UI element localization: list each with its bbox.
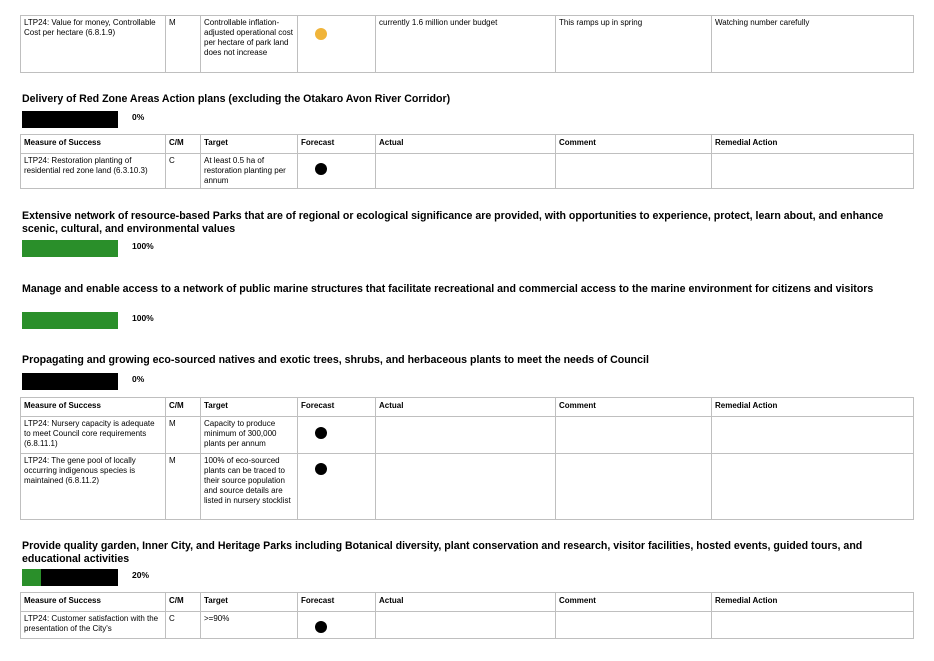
col-header-remedial: Remedial Action (712, 593, 914, 612)
cm-cell: M (166, 417, 201, 454)
measure-cell: LTP24: Restoration planting of residential red zone land (6.3.10.3) (21, 154, 166, 189)
remedial-cell (712, 612, 914, 639)
progress-bar (22, 312, 118, 329)
actual-cell (376, 154, 556, 189)
col-header-target: Target (201, 593, 298, 612)
col-header-cm: C/M (166, 593, 201, 612)
target-cell: 100% of eco-sourced plants can be traced to their source population and source details are listed in nursery stocklist (201, 454, 298, 520)
col-header-target: Target (201, 135, 298, 154)
comment-cell (556, 154, 712, 189)
actual-cell (376, 454, 556, 520)
col-header-actual: Actual (376, 593, 556, 612)
progress-percent: 0% (132, 112, 145, 122)
progress-bar (22, 373, 118, 390)
target-cell: >=90% (201, 612, 298, 639)
progress-bar (22, 111, 118, 128)
target-cell: At least 0.5 ha of restoration planting per annum (201, 154, 298, 189)
actual-cell (376, 417, 556, 454)
progress-percent: 100% (132, 241, 154, 251)
remedial-cell (712, 454, 914, 520)
col-header-measure: Measure of Success (21, 398, 166, 417)
col-header-comment: Comment (556, 135, 712, 154)
table-row (21, 612, 914, 639)
section-title: Extensive network of resource-based Parks that are of regional or ecological significance are provided, with opportunities to experience, protect, learn about, and enhance scenic, cultural, and environmental values (22, 210, 884, 235)
table-row (21, 454, 914, 520)
measures-table (20, 397, 914, 520)
header-row (21, 593, 914, 612)
actual-cell (376, 612, 556, 639)
forecast-cell (298, 454, 376, 520)
measure-cell: LTP24: Customer satisfaction with the presentation of the City's (21, 612, 166, 639)
comment-cell (556, 612, 712, 639)
col-header-forecast: Forecast (298, 398, 376, 417)
col-header-actual: Actual (376, 398, 556, 417)
table-row (21, 16, 914, 73)
measure-cell: LTP24: The gene pool of locally occurring indigenous species is maintained (6.8.11.2) (21, 454, 166, 520)
col-header-remedial: Remedial Action (712, 135, 914, 154)
target-cell: Capacity to produce minimum of 300,000 plants per annum (201, 417, 298, 454)
remedial-cell (712, 417, 914, 454)
col-header-target: Target (201, 398, 298, 417)
section-title: Delivery of Red Zone Areas Action plans (excluding the Otakaro Avon River Corridor) (22, 93, 451, 105)
cm-cell: C (166, 154, 201, 189)
remedial-cell: Watching number carefully (712, 16, 914, 73)
col-header-comment: Comment (556, 593, 712, 612)
col-header-comment: Comment (556, 398, 712, 417)
forecast-status-dot (315, 427, 327, 439)
progress-fill (22, 312, 118, 329)
progress-fill (22, 569, 41, 586)
progress-percent: 0% (132, 374, 145, 384)
col-header-actual: Actual (376, 135, 556, 154)
col-header-measure: Measure of Success (21, 135, 166, 154)
table-row (21, 154, 914, 189)
col-header-forecast: Forecast (298, 593, 376, 612)
progress-percent: 100% (132, 313, 154, 323)
progress-percent: 20% (132, 570, 150, 580)
cm-cell: C (166, 612, 201, 639)
measures-table (20, 592, 914, 639)
forecast-cell (298, 16, 376, 73)
col-header-remedial: Remedial Action (712, 398, 914, 417)
forecast-status-dot (315, 163, 327, 175)
col-header-measure: Measure of Success (21, 593, 166, 612)
comment-cell: This ramps up in spring (556, 16, 712, 73)
comment-cell (556, 417, 712, 454)
progress-fill (22, 240, 118, 257)
section-title: Propagating and growing eco-sourced natives and exotic trees, shrubs, and herbaceous plants to meet the needs of Council (22, 354, 649, 366)
table-row (21, 417, 914, 454)
comment-cell (556, 454, 712, 520)
forecast-cell (298, 612, 376, 639)
cm-cell: M (166, 454, 201, 520)
measure-cell: LTP24: Nursery capacity is adequate to meet Council core requirements (6.8.11.1) (21, 417, 166, 454)
forecast-status-dot (315, 28, 327, 40)
header-row (21, 135, 914, 154)
measures-table (20, 134, 914, 189)
forecast-cell (298, 417, 376, 454)
measure-cell: LTP24: Value for money, Controllable Cost per hectare (6.8.1.9) (21, 16, 166, 73)
top-measures-table (20, 15, 914, 73)
progress-bar (22, 240, 118, 257)
col-header-forecast: Forecast (298, 135, 376, 154)
col-header-cm: C/M (166, 398, 201, 417)
actual-cell: currently 1.6 million under budget (376, 16, 556, 73)
remedial-cell (712, 154, 914, 189)
progress-bar (22, 569, 118, 586)
forecast-status-dot (315, 621, 327, 633)
forecast-status-dot (315, 463, 327, 475)
cm-cell: M (166, 16, 201, 73)
col-header-cm: C/M (166, 135, 201, 154)
target-cell: Controllable inflation-adjusted operational cost per hectare of park land does not increase (201, 16, 298, 73)
forecast-cell (298, 154, 376, 189)
section-title: Manage and enable access to a network of public marine structures that facilitate recreational and commercial access to the marine environment for citizens and visitors (22, 283, 874, 295)
header-row (21, 398, 914, 417)
section-title: Provide quality garden, Inner City, and Heritage Parks including Botanical diversity, plant conservation and research, visitor facilities, hosted events, guided tours, and educational activities (22, 540, 863, 565)
